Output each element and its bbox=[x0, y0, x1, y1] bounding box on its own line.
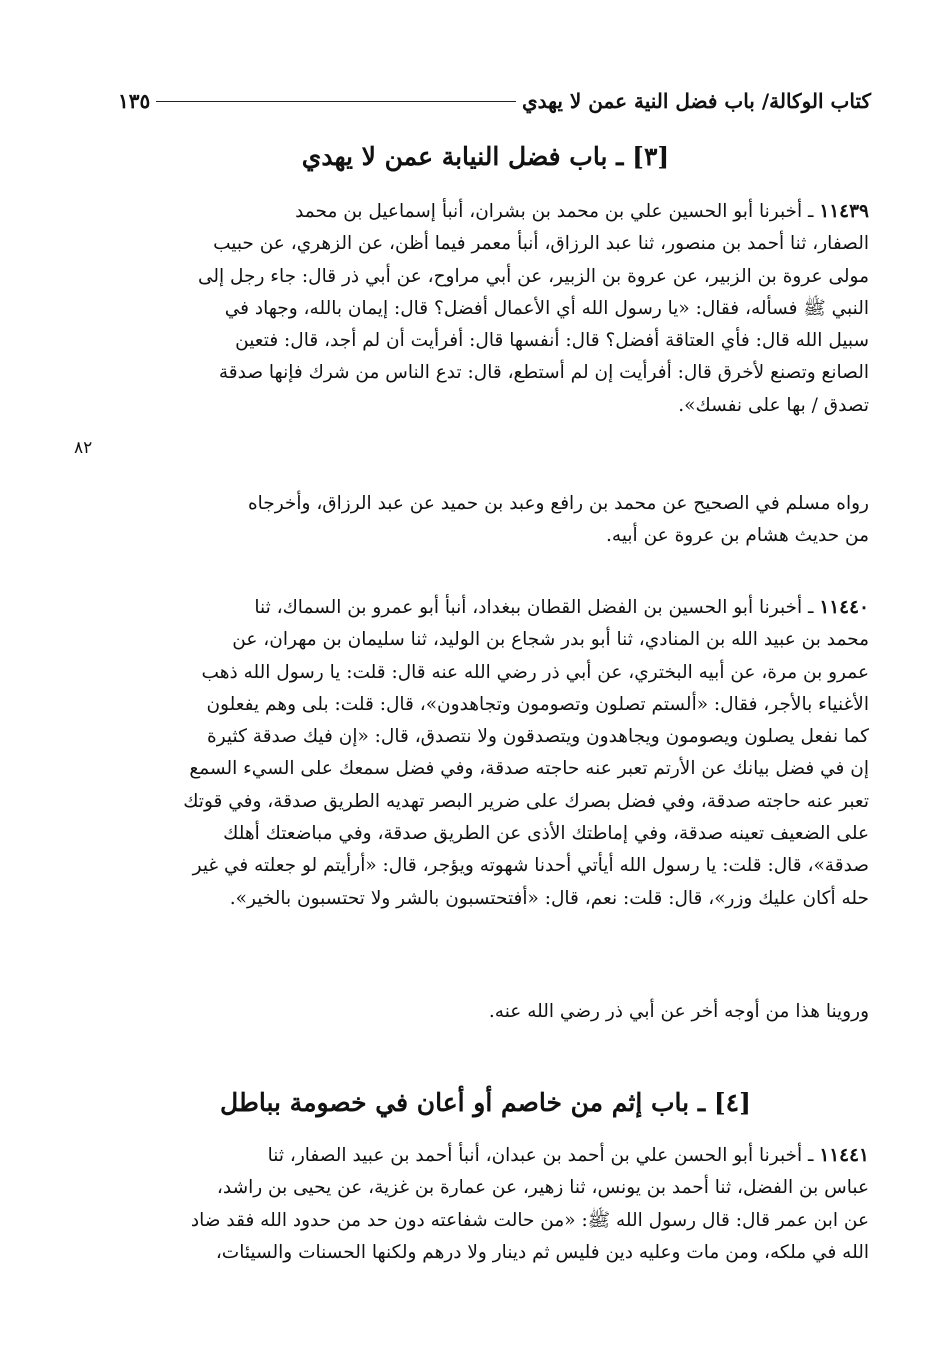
hadith-line-text: ـ أخبرنا أبو الحسين علي بن محمد بن بشران، أنبأ إسماعيل بن محمد bbox=[295, 201, 820, 222]
hadith-number: ١١٤٣٩ bbox=[819, 201, 869, 222]
hadith-line: سبيل الله قال: فأي العتاقة أفضل؟ قال: أنفسها قال: أفرأيت أن لم أجد، قال: فتعين bbox=[235, 330, 869, 352]
hadith-line: الصفار، ثنا أحمد بن منصور، ثنا عبد الرزاق، أنبأ معمر فيما أظن، عن الزهري، عن حبيب bbox=[213, 233, 869, 255]
hadith-line: مولى عروة بن الزبير، عن عروة بن الزبير، عن أبي مراوح، عن أبي ذر قال: جاء رجل إلى bbox=[197, 265, 869, 287]
hadith-1441 bbox=[85, 1140, 869, 1269]
section-heading-3: [٣] ـ باب فضل النيابة عمن لا يهدي bbox=[301, 142, 670, 171]
running-head-rule bbox=[156, 100, 516, 102]
hadith-1439 bbox=[85, 196, 869, 422]
hadith-line: عن ابن عمر قال: قال رسول الله ﷺ: «من حالت شفاعته دون حد من حدود الله فقد ضاد bbox=[190, 1209, 869, 1231]
note-1440 bbox=[85, 996, 869, 1028]
hadith-line: كما نفعل يصلون ويصومون ويجاهدون ويتصدقون ولا نتصدق، قال: «إن فيك صدقة كثيرة bbox=[207, 726, 869, 748]
hadith-line: الأغنياء بالأجر، فقال: «ألستم تصلون وتصومون وتجاهدون»، قال: قلت: بلى وهم يفعلون bbox=[206, 693, 869, 715]
hadith-line: محمد بن عبيد الله بن المنادي، ثنا أبو بدر شجاع بن الوليد، ثنا سليمان بن مهران، عن bbox=[232, 629, 869, 651]
hadith-line: تصدق / بها على نفسك». bbox=[678, 394, 869, 416]
hadith-line: النبي ﷺ فسأله، فقال: «يا رسول الله أي الأعمال أفضل؟ قال: إيمان بالله، وجهاد في bbox=[224, 297, 869, 319]
hadith-number: ١١٤٤٠ bbox=[819, 597, 869, 618]
hadith-line-text: ـ أخبرنا أبو الحسين بن الفضل القطان ببغداد، أنبأ أبو عمرو بن السماك، ثنا bbox=[254, 597, 820, 618]
hadith-line: تعبر عنه حاجته صدقة، وفي فضل بصرك على ضرير البصر تهديه الطريق صدقة، وفي قوتك bbox=[183, 790, 869, 812]
hadith-number: ١١٤٤١ bbox=[819, 1145, 869, 1166]
running-head-title: كتاب الوكالة/ باب فضل النية عمن لا يهدي bbox=[522, 89, 871, 113]
hadith-line bbox=[85, 196, 869, 228]
takhrij-line: من حديث هشام بن عروة عن أبيه. bbox=[606, 525, 869, 547]
hadith-line: إن في فضل بيانك عن الأرتم تعبر عنه حاجته صدقة، وفي فضل سمعك على السيء السمع bbox=[189, 758, 869, 780]
hadith-line bbox=[85, 592, 869, 624]
running-head bbox=[118, 84, 871, 118]
hadith-line: الله في ملكه، ومن مات وعليه دين فليس ثم دينار ولا درهم ولكنها الحسنات والسيئات، bbox=[215, 1241, 869, 1263]
takhrij-1439 bbox=[85, 488, 869, 553]
page-number: ١٣٥ bbox=[118, 89, 151, 113]
hadith-line: على الضعيف تعينه صدقة، وفي إماطتك الأذى عن الطريق صدقة، وفي مباضعتك أهلك bbox=[223, 823, 869, 845]
margin-page-reference: ٨٢ bbox=[74, 438, 93, 458]
hadith-1440 bbox=[85, 592, 869, 915]
section-heading-4: [٤] ـ باب إثم من خاصم أو أعان في خصومة بباطل bbox=[220, 1088, 751, 1117]
hadith-line-text: ـ أخبرنا أبو الحسن علي بن أحمد بن عبدان، أنبأ أحمد بن عبيد الصفار، ثنا bbox=[267, 1145, 820, 1166]
hadith-line: الصانع وتصنع لأخرق قال: أفرأيت إن لم أستطع، قال: تدع الناس من شرك فإنها صدقة bbox=[218, 362, 869, 384]
hadith-line: عباس بن الفضل، ثنا أحمد بن يونس، ثنا زهير، عن عمارة بن غزية، عن يحيى بن راشد، bbox=[216, 1177, 869, 1199]
hadith-line: صدقة»، قال: قلت: يا رسول الله أيأتي أحدنا شهوته ويؤجر، قال: «أرأيتم لو جعلته في غير bbox=[192, 855, 869, 877]
hadith-line bbox=[85, 1140, 869, 1172]
hadith-line: عمرو بن مرة، عن أبيه البختري، عن أبي ذر رضي الله عنه قال: قلت: يا رسول الله ذهب bbox=[201, 661, 869, 683]
hadith-line: حله أكان عليك وزر»، قال: قلت: نعم، قال: «أفتحتسبون بالشر ولا تحتسبون بالخير». bbox=[229, 887, 869, 909]
note-line: وروينا هذا من أوجه أخر عن أبي ذر رضي الله عنه. bbox=[488, 1001, 869, 1022]
takhrij-line: رواه مسلم في الصحيح عن محمد بن رافع وعبد بن حميد عن عبد الرزاق، وأخرجاه bbox=[247, 493, 869, 514]
